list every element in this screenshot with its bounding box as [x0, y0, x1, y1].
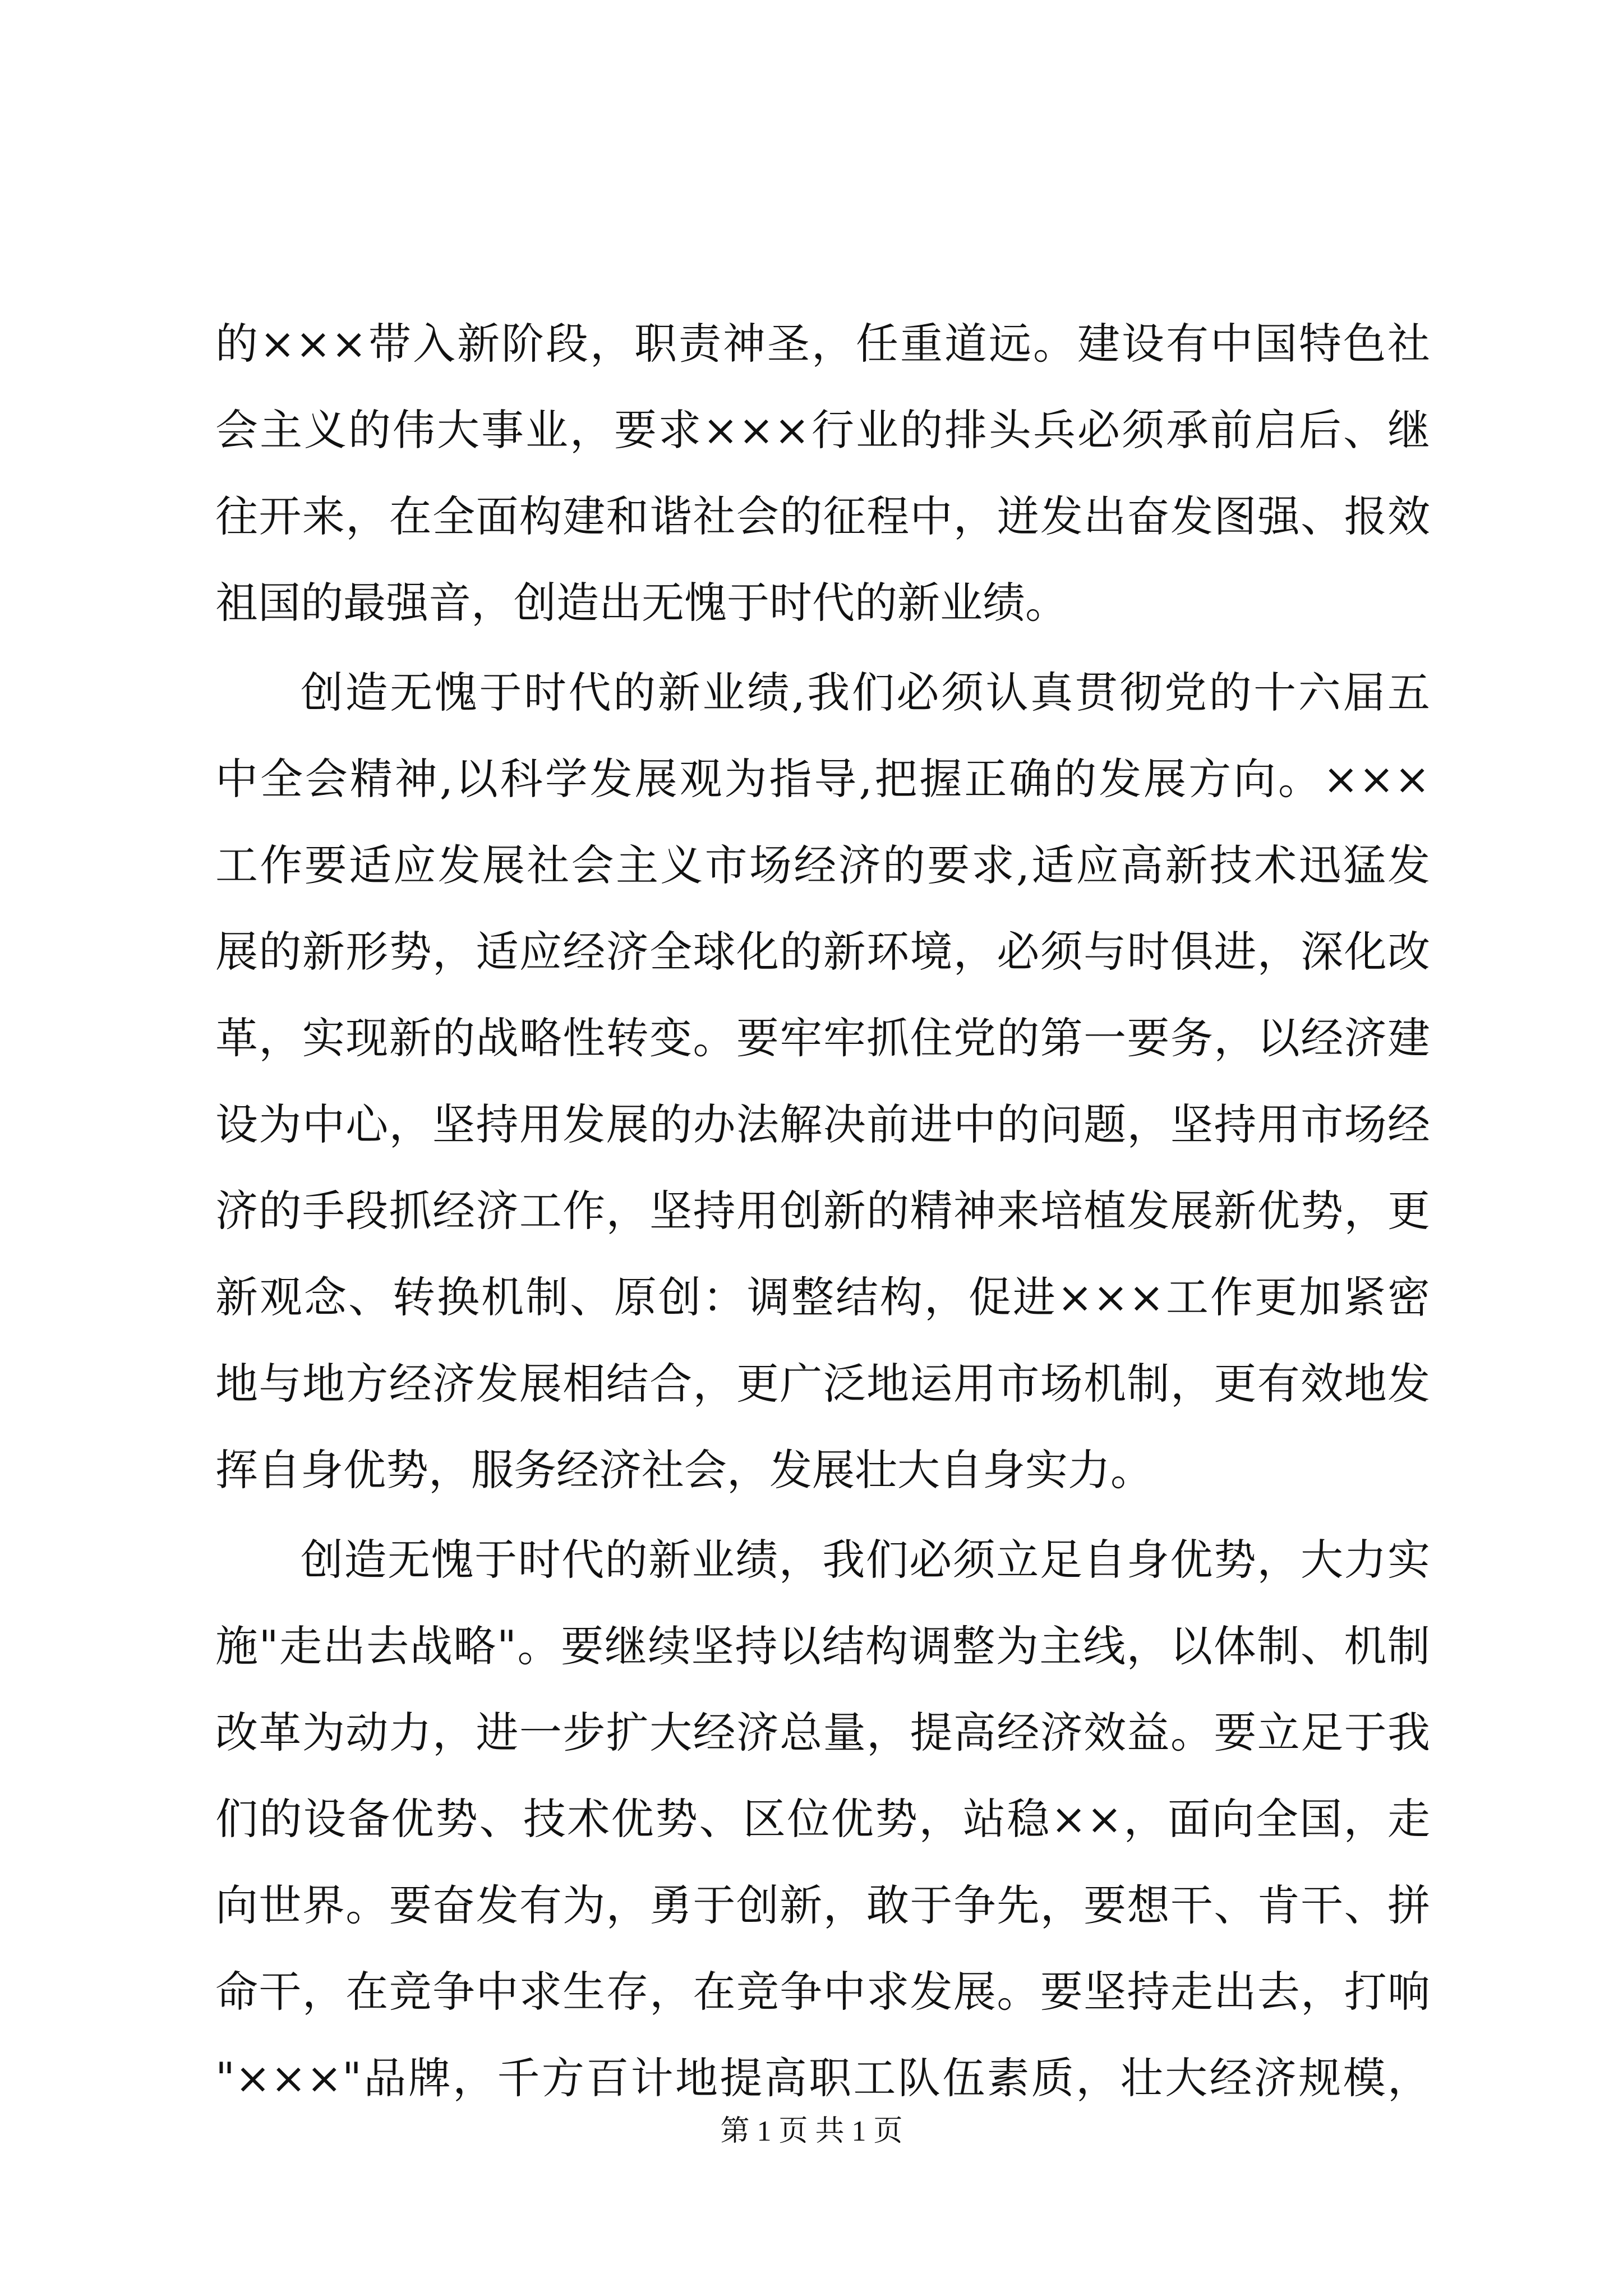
- paragraph-1: [215, 301, 1430, 646]
- text-line: 创造无愧于时代的新业绩,我们必须认真贯彻党的十六届五: [301, 668, 1430, 717]
- paragraph-2: [215, 650, 1430, 1513]
- text-line: 的×××带入新阶段，职责神圣，任重道远。建设有中国特色社: [215, 319, 1430, 369]
- text-line: 创造无愧于时代的新业绩，我们必须立足自身优势，大力实: [301, 1535, 1430, 1585]
- text-line: 设为中心，坚持用发展的办法解决前进中的问题，坚持用市场经: [215, 1099, 1430, 1149]
- text-line: 革，实现新的战略性转变。要牢牢抓住党的第一要务，以经济建: [215, 1013, 1430, 1063]
- text-line: 们的设备优势、技术优势、区位优势，站稳××，面向全国，走: [215, 1794, 1430, 1844]
- page-number-label: 第 1 页 共 1 页: [720, 2115, 903, 2147]
- text-line: 工作要适应发展社会主义市场经济的要求,适应高新技术迅猛发: [215, 840, 1430, 890]
- text-line: 新观念、转换机制、原创：调整结构，促进×××工作更加紧密: [215, 1272, 1430, 1322]
- text-line: 济的手段抓经济工作，坚持用创新的精神来培植发展新优势，更: [215, 1186, 1430, 1236]
- text-line: 向世界。要奋发有为，勇于创新，敢于争先，要想干、肯干、拼: [215, 1880, 1430, 1930]
- text-line: 改革为动力，进一步扩大经济总量，提高经济效益。要立足于我: [215, 1708, 1430, 1757]
- text-line: 往开来，在全面构建和谐社会的征程中，迸发出奋发图强、报效: [215, 491, 1430, 541]
- text-line: 展的新形势，适应经济全球化的新环境，必须与时俱进，深化改: [215, 927, 1430, 977]
- text-line: 地与地方经济发展相结合，更广泛地运用市场机制，更有效地发: [215, 1359, 1430, 1409]
- text-line: 命干，在竞争中求生存，在竞争中求发展。要坚持走出去，打响: [215, 1967, 1430, 2017]
- paragraph-3: [215, 1517, 1430, 2122]
- text-line: 施"走出去战略"。要继续坚持以结构调整为主线，以体制、机制: [215, 1621, 1430, 1671]
- text-line: 中全会精神,以科学发展观为指导,把握正确的发展方向。×××: [215, 754, 1430, 804]
- text-line: "×××"品牌，千方百计地提高职工队伍素质，壮大经济规模，: [215, 2053, 1430, 2103]
- document-body: [215, 301, 1430, 2122]
- page-footer: [0, 2109, 1623, 2154]
- text-line: 祖国的最强音，创造出无愧于时代的新业绩。: [215, 578, 1068, 628]
- text-line: 会主义的伟大事业，要求×××行业的排头兵必须承前启后、继: [215, 405, 1430, 455]
- text-line: 挥自身优势，服务经济社会，发展壮大自身实力。: [215, 1445, 1153, 1495]
